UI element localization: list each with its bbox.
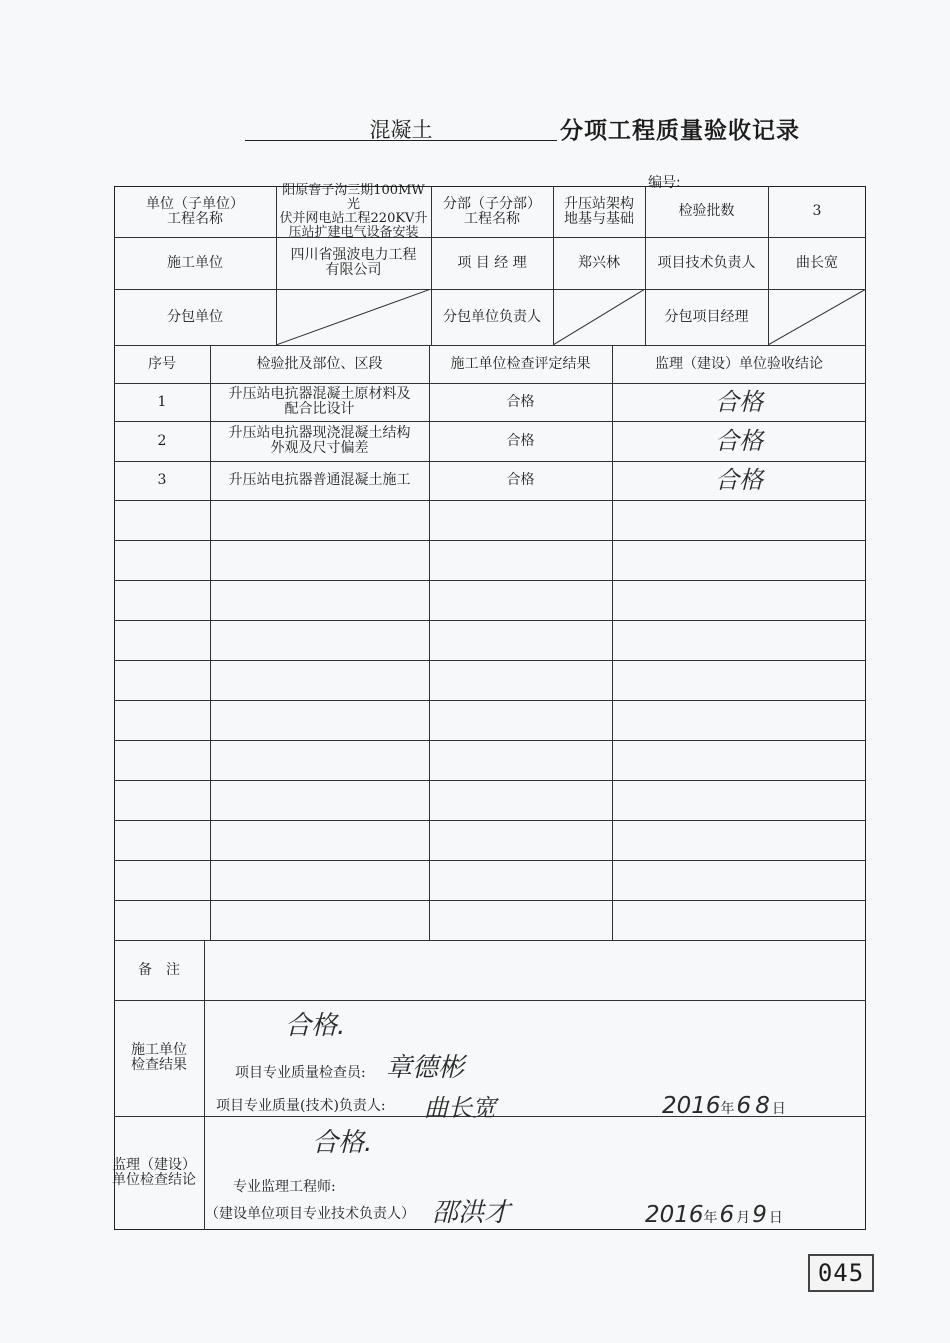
form-title: 分项工程质量验收记录 (560, 118, 800, 144)
batch-count-label: 检验批数 (678, 203, 735, 219)
tech-lead-label: 项目技术负责人 (657, 254, 756, 271)
date-day: 9 (752, 1202, 767, 1228)
contractor-value: 四川省强波电力工程 有限公司 (290, 247, 417, 278)
contractor-label: 施工单位 (167, 254, 223, 271)
row-result: 合格 (506, 472, 535, 488)
header-result: 施工单位检查评定结果 (450, 355, 591, 372)
empty-cell-slash (276, 289, 431, 345)
month-char: 月 (736, 1210, 751, 1226)
year-char: 年 (703, 1210, 718, 1226)
empty-cell-slash (768, 289, 866, 345)
supervision-label: 监理（建设） 单位检查结论 (112, 1157, 196, 1188)
date-year: 2016 (662, 1093, 721, 1119)
row-part: 升压站电抗器普通混凝土施工 (228, 472, 411, 488)
day-char: 日 (768, 1210, 783, 1226)
construction-check-label: 施工单位 检查结果 (131, 1042, 187, 1073)
construction-date (662, 1093, 786, 1119)
row-part: 升压站电抗器混凝土原材料及 配合比设计 (228, 386, 411, 417)
supervision-date (645, 1202, 783, 1228)
work-item-title: 混凝土 (369, 118, 433, 142)
pm-label: 项 目 经 理 (457, 254, 527, 271)
date-month: 6 (736, 1093, 752, 1119)
row-no: 1 (157, 393, 167, 410)
engineer-label: 专业监理工程师: (233, 1179, 336, 1195)
construction-handwritten-result: 合格. (285, 1011, 346, 1041)
date-day: 8 (755, 1093, 770, 1119)
remarks-label: 备 注 (138, 961, 180, 978)
row-conclusion: 合格 (715, 387, 763, 416)
row-no: 3 (157, 472, 167, 488)
code-label: 编号: (648, 175, 681, 191)
header-part: 检验批及部位、区段 (256, 355, 383, 372)
title-underline (245, 140, 557, 141)
subcontractor-label: 分包单位 (167, 308, 223, 325)
owner-signature: 邵洪才 (432, 1198, 511, 1228)
row-no: 2 (157, 432, 167, 449)
header-no: 序号 (148, 355, 176, 372)
header-conclusion: 监理（建设）单位验收结论 (655, 355, 823, 372)
tech-responsible-signature: 曲长宽 (424, 1094, 496, 1122)
row-result: 合格 (506, 432, 535, 449)
sub-project-label: 分部（子分部） 工程名称 (443, 195, 541, 227)
day-char: 日 (771, 1101, 786, 1117)
owner-label: （建设单位项目专业技术负责人） (205, 1206, 415, 1222)
tech-lead-value: 曲长宽 (796, 254, 838, 271)
inspector-signature: 章德彬 (386, 1053, 465, 1083)
sub-project-value: 升压站架构 地基与基础 (564, 195, 634, 227)
row-part: 升压站电抗器现浇混凝土结构 外观及尺寸偏差 (228, 425, 411, 456)
date-year: 2016 (645, 1202, 704, 1228)
inspector-label: 项目专业质量检查员: (235, 1065, 366, 1081)
row-conclusion: 合格 (715, 426, 763, 455)
supervision-handwritten-result: 合格. (312, 1128, 373, 1158)
date-month: 6 (719, 1202, 735, 1228)
sub-lead-label: 分包单位负责人 (443, 308, 541, 325)
sub-pm-label: 分包项目经理 (664, 308, 749, 325)
empty-cell-slash (553, 289, 645, 345)
batch-count-value: 3 (812, 203, 822, 219)
row-conclusion: 合格 (715, 466, 763, 494)
pm-value: 郑兴林 (578, 254, 620, 271)
row-result: 合格 (506, 393, 535, 410)
unit-project-value: 阳原窨子沟三期100MW光 伏并网电站工程220KV升 压站扩建电气设备安装 (279, 182, 428, 240)
unit-project-label: 单位（子单位） 工程名称 (146, 195, 244, 227)
year-char: 年 (720, 1101, 735, 1117)
page-number-stamp: 045 (808, 1254, 874, 1292)
tech-responsible-label: 项目专业质量(技术)负责人: (216, 1098, 386, 1114)
